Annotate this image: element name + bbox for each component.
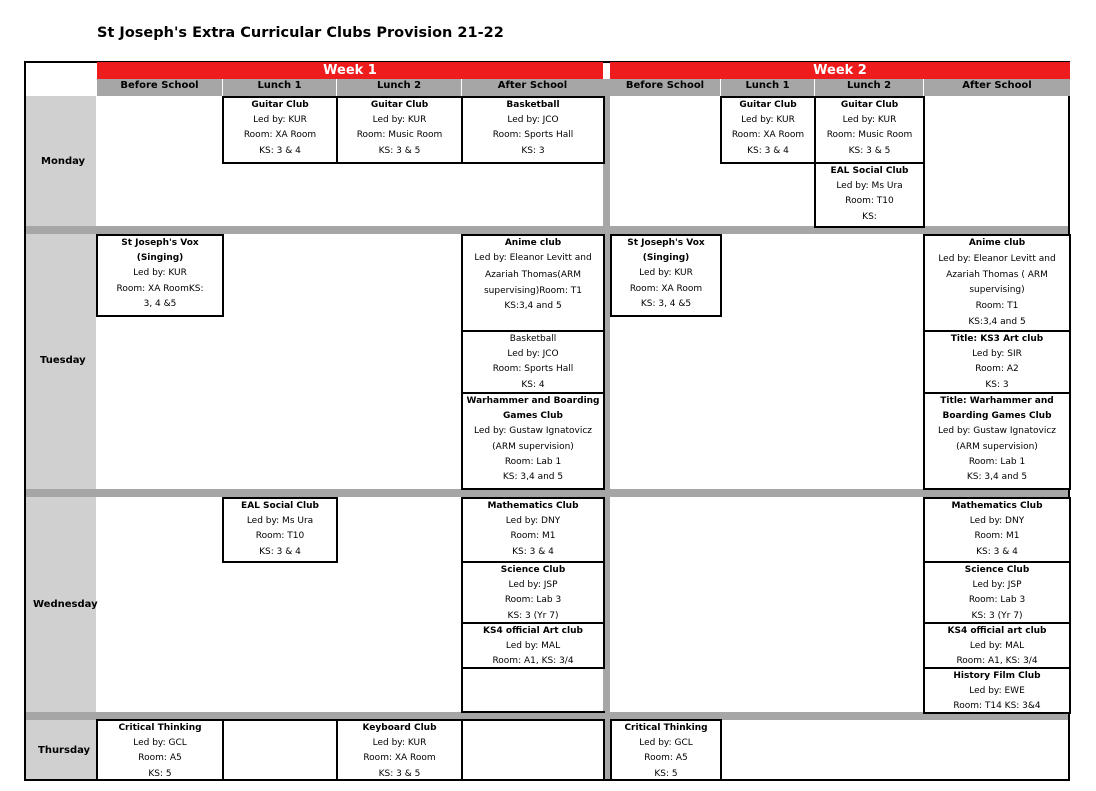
club-title-2: Boarding Games Club — [942, 411, 1052, 422]
club-title: St Joseph's Vox — [627, 238, 705, 248]
club-leader: Led by: KUR — [741, 115, 795, 126]
week-1-header: Week 1 — [97, 62, 603, 79]
club-title: Critical Thinking — [118, 723, 202, 733]
club-ks: KS: 3 & 5 — [848, 145, 891, 156]
club-title: Science Club — [964, 565, 1030, 575]
club-room: Room: A5 — [138, 753, 182, 764]
club-leader: Led by: KUR — [372, 738, 427, 749]
club-ks: KS: 3 & 4 — [512, 546, 554, 557]
club-room: Room: T10 — [255, 531, 305, 542]
club-leader: Led by: KUR — [133, 268, 187, 279]
col-lunch-2: Lunch 2 — [815, 79, 923, 96]
club-cell — [96, 234, 224, 317]
club-cell — [96, 719, 224, 781]
club-ks: KS: 3, 4 &5 — [640, 298, 692, 309]
club-cell — [461, 234, 605, 332]
club-subtitle: (Singing) — [642, 253, 690, 264]
club-room: Room: A2 — [975, 364, 1019, 375]
col-lunch-1: Lunch 1 — [721, 79, 814, 96]
club-leader: Led by: GCL — [133, 738, 187, 749]
club-leader: Led by: Ms Ura — [836, 181, 903, 192]
club-leader: Led by: SIR — [972, 349, 1022, 360]
club-cell — [336, 96, 463, 164]
club-cell — [923, 330, 1071, 394]
club-room: Room: A1, KS: 3/4 — [956, 656, 1038, 667]
club-room-line — [464, 284, 602, 299]
club-leader: Led by: JSP — [972, 580, 1022, 591]
club-ks: 3, 4 &5 — [143, 298, 177, 309]
club-cell — [610, 719, 722, 781]
club-leader: Led by: MAL — [969, 641, 1025, 652]
club-cell — [461, 96, 605, 164]
club-room: Room: M1 — [510, 531, 556, 542]
club-leader: Led by: JCO — [507, 115, 559, 126]
club-cell — [461, 330, 605, 394]
club-title: Guitar Club — [739, 100, 797, 110]
day-column — [26, 96, 96, 779]
club-leader-2: Azariah Thomas ( ARM — [946, 269, 1048, 280]
club-title: History Film Club — [953, 671, 1041, 681]
club-room: Room: XA Room — [243, 130, 317, 141]
empty-cell — [222, 719, 338, 781]
club-leader: Led by: Eleanor Levitt and — [938, 253, 1056, 264]
col-lunch-2: Lunch 2 — [337, 79, 461, 96]
col-after-school: After School — [462, 79, 603, 96]
club-ks: KS: 5 — [654, 768, 678, 779]
club-title: Basketball — [509, 334, 557, 344]
day-thursday: Thursday — [38, 745, 91, 756]
club-title: Guitar Club — [840, 100, 899, 110]
club-ks: KS: 3,4 and 5 — [966, 472, 1028, 483]
club-cell — [336, 719, 463, 781]
club-room: Room: T1 — [539, 285, 583, 296]
club-room: Room: Lab 3 — [504, 595, 562, 606]
club-cell — [923, 667, 1071, 714]
club-room-line — [99, 282, 221, 297]
club-ks: KS: 3 & 4 — [747, 145, 789, 156]
club-supervisor: (ARM supervision) — [492, 441, 574, 452]
day-monday: Monday — [41, 156, 86, 167]
day-tuesday: Tuesday — [40, 355, 86, 366]
club-leader: Led by: KUR — [842, 115, 897, 126]
club-ks: KS: 3 (Yr 7) — [507, 610, 559, 621]
club-title: Title: Warhammer and — [940, 396, 1054, 406]
empty-cell-border — [461, 667, 463, 713]
club-cell — [814, 96, 925, 164]
club-leader: Led by: JSP — [508, 580, 558, 591]
club-room: Room: Lab 1 — [504, 456, 562, 467]
club-ks: KS:3,4 and 5 — [968, 316, 1026, 327]
club-cell — [222, 497, 338, 563]
club-title: KS4 official art club — [947, 626, 1047, 636]
club-title: Warhammer and Boarding — [466, 396, 600, 406]
club-leader: Led by: GCL — [639, 738, 693, 749]
club-room: Room: Lab 1 — [968, 456, 1026, 467]
page-title: St Joseph's Extra Curricular Clubs Provision 21-22 — [97, 25, 504, 41]
club-ks: KS: 3 — [985, 379, 1009, 390]
club-title: KS4 official Art club — [483, 626, 583, 636]
club-leader-line — [464, 268, 602, 283]
club-ks: KS: 3 (Yr 7) — [971, 610, 1023, 621]
club-title: Science Club — [500, 565, 566, 575]
club-ks: KS: 3 & 4 — [259, 546, 301, 557]
club-room: Room: Music Room — [356, 130, 443, 141]
club-ks: KS: 3 & 5 — [378, 768, 421, 779]
club-leader: Led by: DNY — [969, 516, 1025, 527]
club-supervisor: supervising) — [969, 285, 1025, 296]
club-title: EAL Social Club — [241, 501, 319, 511]
club-leader: Led by: JCO — [507, 349, 559, 360]
club-title: Guitar Club — [370, 100, 429, 110]
club-cell — [923, 234, 1071, 332]
club-title: Guitar Club — [251, 100, 309, 110]
club-room: Room: XA Room — [363, 753, 436, 764]
club-ks-label: KS: — [188, 283, 204, 294]
col-after-school: After School — [924, 79, 1070, 96]
col-lunch-1: Lunch 1 — [223, 79, 336, 96]
club-room: Room: A1, KS: 3/4 — [492, 656, 574, 667]
club-cell — [814, 162, 925, 228]
club-ks: KS: 3 & 5 — [378, 145, 421, 156]
col-before-school: Before School — [610, 79, 720, 96]
club-title: EAL Social Club — [830, 166, 909, 176]
club-leader: Led by: EWE — [969, 686, 1025, 697]
club-room: Room: T14 KS: 3&4 — [953, 701, 1041, 712]
club-supervisor: (ARM — [557, 270, 582, 281]
club-room: Room: Sports Hall — [492, 364, 574, 375]
club-supervisor: (ARM supervision) — [956, 441, 1038, 452]
club-room: Room: Sports Hall — [492, 130, 574, 141]
club-leader: Led by: Eleanor Levitt and — [474, 253, 592, 264]
club-room: Room: XA Room — [731, 130, 805, 141]
empty-cell — [461, 719, 605, 781]
club-room: Room: A5 — [644, 753, 688, 764]
club-title: Keyboard Club — [362, 723, 437, 733]
club-title: St Joseph's Vox — [121, 238, 199, 248]
club-ks: KS: 3,4 and 5 — [502, 472, 564, 483]
club-title: Title: KS3 Art club — [950, 334, 1044, 344]
club-ks: KS: — [862, 211, 877, 222]
club-cell — [461, 622, 605, 669]
club-room: Room: T10 — [845, 196, 894, 207]
club-title: Mathematics Club — [487, 501, 579, 511]
club-room: Room: Lab 3 — [968, 595, 1026, 606]
club-leader: Led by: Gustaw Ignatovicz — [938, 426, 1056, 437]
club-title: Mathematics Club — [951, 501, 1043, 511]
club-ks: KS: 5 — [148, 768, 172, 779]
club-cell — [610, 234, 722, 317]
club-ks: KS: 4 — [521, 379, 545, 390]
week-2-header: Week 2 — [610, 62, 1070, 79]
club-cell — [923, 561, 1071, 624]
club-cell — [923, 392, 1071, 490]
club-room: Room: T1 — [975, 301, 1019, 312]
club-room: Room: XA Room — [116, 283, 189, 294]
club-cell — [461, 561, 605, 624]
club-ks: KS: 3 — [521, 145, 545, 156]
club-cell — [923, 622, 1071, 669]
club-title: Critical Thinking — [624, 723, 708, 733]
day-wednesday: Wednesday — [33, 599, 98, 610]
club-title: Anime club — [504, 238, 562, 248]
club-ks: KS: 3 & 4 — [259, 145, 301, 156]
club-ks: KS: 3 & 4 — [976, 546, 1018, 557]
club-cell — [222, 96, 338, 164]
club-title-2: Games Club — [503, 411, 563, 422]
club-subtitle: (Singing) — [136, 253, 184, 264]
col-before-school: Before School — [97, 79, 222, 96]
club-cell — [720, 96, 816, 164]
club-room: Room: XA Room — [629, 283, 703, 294]
club-cell — [461, 497, 605, 563]
club-leader: Led by: KUR — [639, 268, 693, 279]
club-leader: Led by: KUR — [253, 115, 307, 126]
club-title: Anime club — [968, 238, 1026, 248]
club-room: Room: M1 — [974, 531, 1020, 542]
club-cell — [461, 392, 605, 490]
club-leader: Led by: Gustaw Ignatovicz — [474, 426, 592, 437]
club-room: Room: Music Room — [826, 130, 913, 141]
club-title: Basketball — [506, 100, 560, 110]
club-leader: Led by: Ms Ura — [246, 516, 314, 527]
club-supervisor-2: supervising) — [483, 285, 540, 296]
club-leader-2: Azariah Thomas — [484, 270, 558, 281]
empty-cell-border — [461, 711, 605, 713]
club-leader: Led by: DNY — [505, 516, 561, 527]
club-leader: Led by: MAL — [505, 641, 561, 652]
club-leader: Led by: KUR — [372, 115, 427, 126]
club-cell — [923, 497, 1071, 563]
row-separator — [26, 489, 1068, 497]
club-ks: KS:3,4 and 5 — [504, 300, 562, 311]
